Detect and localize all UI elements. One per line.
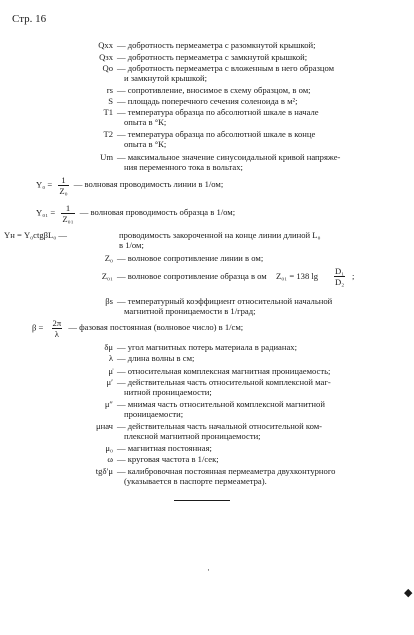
description-line: (указывается в паспорте пермеаметра). bbox=[124, 476, 267, 486]
fraction bbox=[61, 203, 74, 224]
symbol: Z₀₁ bbox=[101, 271, 113, 281]
description-line: — относительная комплексная магнитная проницаемость; bbox=[117, 366, 331, 376]
page-number: Стр. 16 bbox=[12, 13, 47, 25]
formula-y0 bbox=[36, 175, 223, 196]
symbol: Qo bbox=[102, 63, 113, 73]
description-line: — волновое сопротивление линии в ом; bbox=[117, 253, 264, 263]
formula-end: ; bbox=[352, 271, 355, 281]
fraction bbox=[52, 318, 63, 339]
description-line: — действительная часть начальной относительной ком- bbox=[117, 421, 323, 431]
description-line: плексной магнитной проницаемости; bbox=[124, 431, 261, 441]
description-line: — действительная часть относительной комплексной маг- bbox=[117, 377, 331, 387]
symbol: μ₀ bbox=[105, 443, 113, 453]
description-line: — магнитная постоянная; bbox=[117, 443, 212, 453]
fraction bbox=[334, 266, 345, 287]
margin-mark: ◆ bbox=[404, 587, 413, 599]
symbol: Qхх bbox=[98, 40, 113, 50]
description-line: — волновое сопротивление образца в ом bbox=[117, 271, 267, 281]
description-line: опыта в °К; bbox=[124, 117, 167, 127]
description-line: в 1/ом; bbox=[119, 240, 144, 250]
numerator: D₁ bbox=[335, 266, 345, 276]
symbol: Z₀ bbox=[104, 253, 113, 263]
symbol: ω bbox=[107, 454, 113, 464]
description-line: — длина волны в см; bbox=[117, 353, 195, 363]
description-line: — мнимая часть относительной комплексной магнитной bbox=[117, 399, 325, 409]
description-line: проницаемости; bbox=[124, 409, 184, 419]
symbol: tgδ′μ bbox=[95, 466, 113, 476]
formula-lhs: Y₀₁ = bbox=[36, 207, 56, 218]
description-line: — температурный коэффициент относительной начальной bbox=[117, 296, 333, 306]
description-line: — температура образца по абсолютной шкале в начале bbox=[117, 107, 319, 117]
denominator: D₂ bbox=[335, 277, 345, 287]
symbol: Um bbox=[100, 152, 113, 162]
symbol: S bbox=[108, 96, 113, 106]
symbol: Qзх bbox=[99, 52, 113, 62]
symbol: λ bbox=[108, 353, 113, 363]
description-line: — калибровочная постоянная пермеаметра двухконтурного bbox=[117, 466, 336, 476]
formula-lhs: β = bbox=[32, 322, 44, 333]
denominator: λ bbox=[54, 329, 59, 339]
symbol: μнач bbox=[96, 421, 113, 431]
symbol: μ′ bbox=[106, 377, 113, 387]
symbol: T1 bbox=[103, 107, 113, 117]
divider-rule bbox=[174, 500, 230, 501]
description-line: опыта в °К; bbox=[124, 139, 167, 149]
description-line: ния переменного тока в вольтах; bbox=[124, 162, 243, 172]
description-line: — температура образца по абсолютной шкале в конце bbox=[117, 129, 316, 139]
formula-lhs: Y₀ = bbox=[36, 179, 53, 190]
symbol: μ″ bbox=[104, 399, 113, 409]
denominator: Z₀ bbox=[59, 186, 68, 196]
numerator: 1 bbox=[58, 175, 68, 186]
description-line: — максимальное значение синусоидальной кривой напряже- bbox=[117, 152, 341, 162]
description-line: — добротность пермеаметра с замкнутой крышкой; bbox=[117, 52, 308, 62]
symbol: T2 bbox=[103, 129, 113, 139]
description-line: — добротность пермеаметра с вложенным в него образцом bbox=[117, 63, 335, 73]
formula-description: — фазовая постоянная (волновое число) в 1/см; bbox=[68, 322, 244, 333]
fraction bbox=[58, 175, 68, 196]
description-line: — сопротивление, вносимое в схему образцом, в ом; bbox=[117, 85, 311, 95]
formula-description: — волновая проводимость образца в 1/ом; bbox=[79, 207, 236, 218]
description-line: — круговая частота в 1/сек; bbox=[117, 454, 219, 464]
formula-beta bbox=[32, 318, 243, 339]
description-line: и замкнутой крышкой; bbox=[124, 73, 208, 83]
numerator: 1 bbox=[61, 203, 74, 214]
symbol: μ̇ bbox=[108, 366, 113, 376]
symbol: δμ bbox=[104, 342, 113, 352]
numerator: 2π bbox=[52, 318, 62, 328]
scan-dot: · bbox=[207, 565, 210, 575]
formula-description: — волновая проводимость линии в 1/ом; bbox=[73, 179, 224, 190]
description-line: магнитной проницаемости в 1/град; bbox=[124, 306, 256, 316]
symbol: βs bbox=[105, 296, 113, 306]
formula-z01 bbox=[0, 266, 414, 291]
formula-y01 bbox=[36, 203, 235, 224]
description-line: — угол магнитных потерь материала в радианах; bbox=[117, 342, 297, 352]
formula-lhs: Yн = Y₀ctgβL₀ — bbox=[4, 230, 68, 240]
description-line: нитной проницаемости; bbox=[124, 387, 212, 397]
denominator: Z₀₁ bbox=[62, 214, 74, 224]
formula-expression: Z₀₁ = 138 lg bbox=[276, 271, 319, 281]
description-line: — добротность пермеаметра с разомкнутой крышкой; bbox=[117, 40, 316, 50]
symbol: rs bbox=[106, 85, 113, 95]
description-line: — площадь поперечного сечения соленоида в м²; bbox=[117, 96, 298, 106]
description-line: проводимость закороченной на конце линии длиной L₀ bbox=[119, 230, 321, 240]
